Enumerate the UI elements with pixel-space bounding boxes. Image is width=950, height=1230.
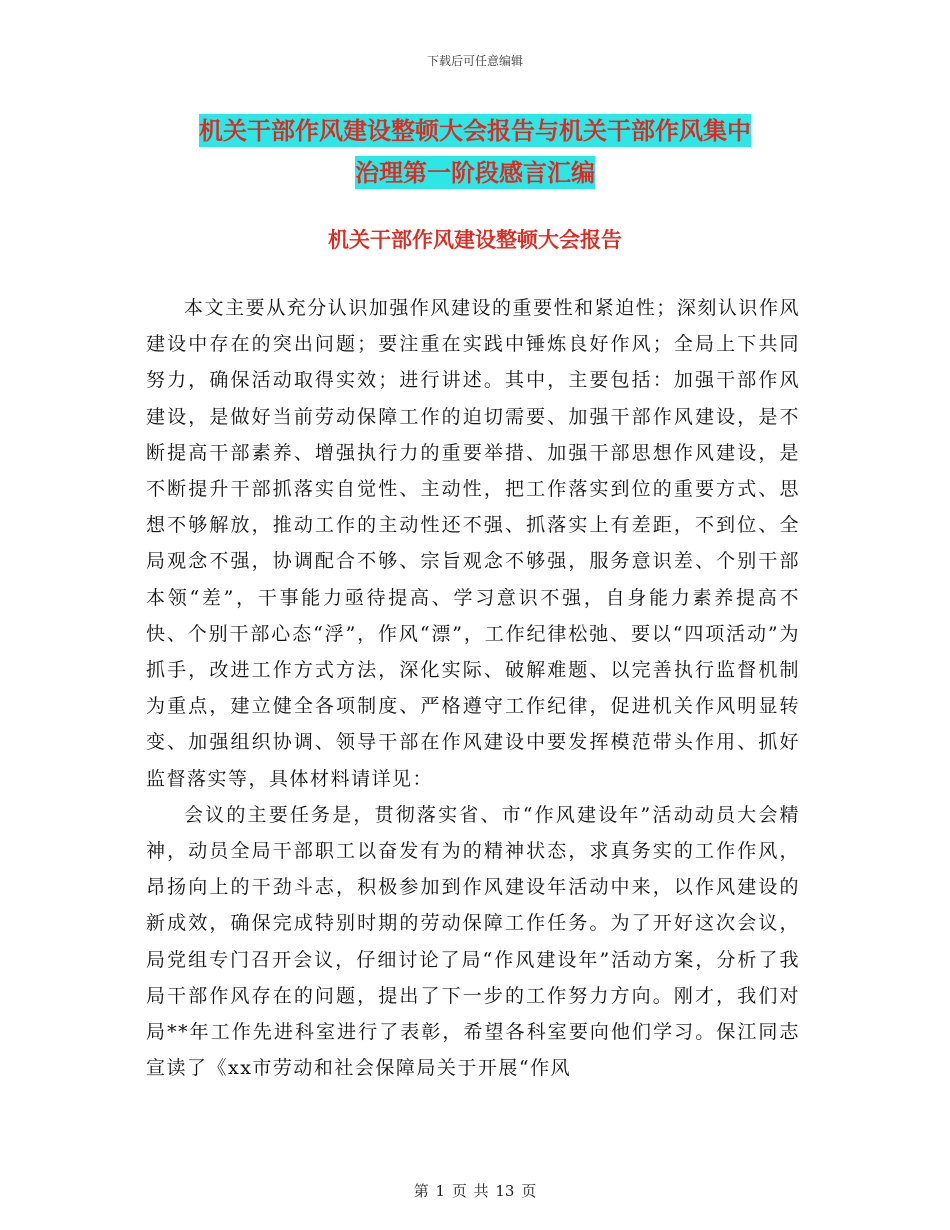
title-line-2: 治理第一阶段感言汇编 — [355, 158, 595, 187]
document-title — [145, 110, 805, 194]
paragraph: 本文主要从充分认识加强作风建设的重要性和紧迫性；深刻认识作风建设中存在的突出问题；要注重在实践中锤炼良好作风；全局上下共同努力，确保活动取得实效；进行讲述。其中，主要包括：加强干部作风建设，是做好当前劳动保障工作的迫切需要、加强干部作风建设，是不断提高干部素养、增强执行力的重要举措、加强干部思想作风建设，是不断提升干部抓落实自觉性、主动性，把工作落实到位的重要方式、思想不够解放，推动工作的主动性还不强、抓落实上有差距，不到位、全局观念不强，协调配合不够、宗旨观念不够强，服务意识差、个别干部本领“差”，干事能力亟待提高、学习意识不强，自身能力素养提高不快、个别干部心态“浮”，作风“漂”，工作纪律松弛、要以“四项活动”为抓手，改进工作方式方法，深化实际、破解难题、以完善执行监督机制为重点，建立健全各项制度、严格遵守工作纪律，促进机关作风明显转变、加强组织协调、领导干部在作风建设中要发挥模范带头作用、抓好监督落实等，具体材料请详见： — [146, 297, 800, 790]
body-text — [146, 290, 800, 1086]
title-line-1: 机关干部作风建设整顿大会报告与机关干部作风集中 — [199, 116, 751, 145]
section-title: 机关干部作风建设整顿大会报告 — [328, 227, 622, 252]
paragraph: 会议的主要任务是，贯彻落实省、市“作风建设年”活动动员大会精神，动员全局干部职工以奋发有为的精神状态，求真务实的工作作风，昂扬向上的干劲斗志，积极参加到作风建设年活动中来，以作风建设的新成效，确保完成特别时期的劳动保障工作任务。为了开好这次会议，局党组专门召开会议，仔细讨论了局“作风建设年”活动方案，分析了我局干部作风存在的问题，提出了下一步的工作努力方向。刚才，我们对局**年工作先进科室进行了表彰，希望各科室要向他们学习。保江同志宣读了《xx市劳动和社会保障局关于开展“作风 — [146, 803, 800, 1080]
page-number: 第 1 页 共 13 页 — [413, 1182, 537, 1200]
header-note: 下载后可任意编辑 — [426, 54, 523, 68]
